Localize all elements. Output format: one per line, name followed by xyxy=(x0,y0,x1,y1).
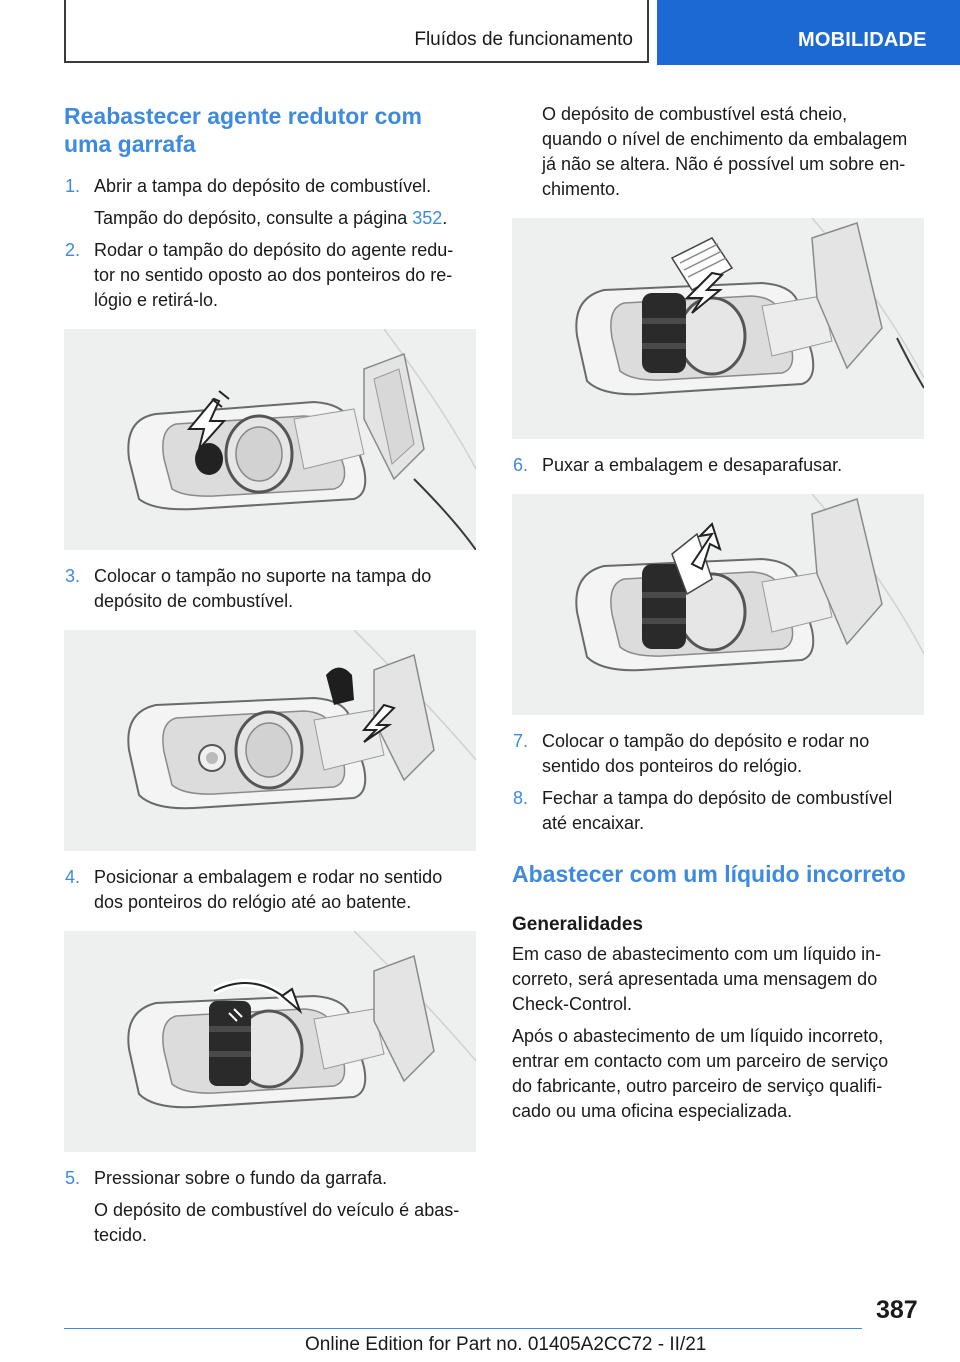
step-5: 5. Pressionar sobre o fundo da garrafa. xyxy=(65,1168,388,1188)
fill-complete-note: O depósito de combustível está cheio, quando o nível de enchimento da embalagem já não se altera. Não é possível um sobre en- chimento. xyxy=(542,104,908,199)
step-8: 8. Fechar a tampa do depósito de combustível até encaixar. xyxy=(513,788,893,833)
paragraph-contact-service: Após o abastecimento de um líquido incorreto, entrar em contacto com um parceiro de serviço do fabricante, outro parceiro de serviço qualifi- cado ou uma oficina especializada. xyxy=(512,1026,889,1121)
step-3: 3. Colocar o tampão no suporte na tampa do depósito de combustível. xyxy=(65,566,432,611)
right-column xyxy=(512,102,924,1124)
figure-remove-cap xyxy=(64,329,476,550)
figure-position-bottle xyxy=(64,931,476,1152)
step-1-note: Tampão do depósito, consulte a página 352. xyxy=(94,208,448,228)
step-1: 1. Abrir a tampa do depósito de combustível. xyxy=(65,176,432,196)
chapter-tab-label: MOBILIDADE xyxy=(798,29,927,51)
step-7: 7. Colocar o tampão do depósito e rodar no sentido dos ponteiros do relógio. xyxy=(513,731,870,776)
step-6: 6. Puxar a embalagem e desaparafusar. xyxy=(513,455,843,475)
chapter-tab xyxy=(657,0,960,65)
figure-place-cap xyxy=(64,630,476,851)
step-4: 4. Posicionar a embalagem e rodar no sentido dos ponteiros do relógio até ao batente. xyxy=(65,867,443,912)
section-heading-refill: Reabastecer agente redutor com uma garrafa xyxy=(64,103,422,157)
footer-divider xyxy=(64,1328,862,1329)
figure-bottle-inserted xyxy=(512,218,924,439)
page-reference-link[interactable]: 352 xyxy=(412,208,443,228)
running-header xyxy=(64,0,649,63)
page-number: 387 xyxy=(876,1296,918,1324)
subheading-general: Generalidades xyxy=(512,914,643,935)
section-title: Fluídos de funcionamento xyxy=(414,29,633,50)
edition-footer: Online Edition for Part no. 01405A2CC72 - II/21 xyxy=(305,1334,707,1355)
figure-pull-bottle xyxy=(512,494,924,715)
paragraph-check-control: Em caso de abastecimento com um líquido in- correto, será apresentada uma mensagem do Check-Control. xyxy=(512,944,882,1014)
step-2: 2. Rodar o tampão do depósito do agente redu- tor no sentido oposto ao dos ponteiros do re- lógio e retirá-lo. xyxy=(65,240,454,310)
left-column xyxy=(64,102,476,1248)
section-heading-wrong-liquid: Abastecer com um líquido incorreto xyxy=(512,861,906,887)
step-5-note: O depósito de combustível do veículo é abas- tecido. xyxy=(94,1200,460,1245)
